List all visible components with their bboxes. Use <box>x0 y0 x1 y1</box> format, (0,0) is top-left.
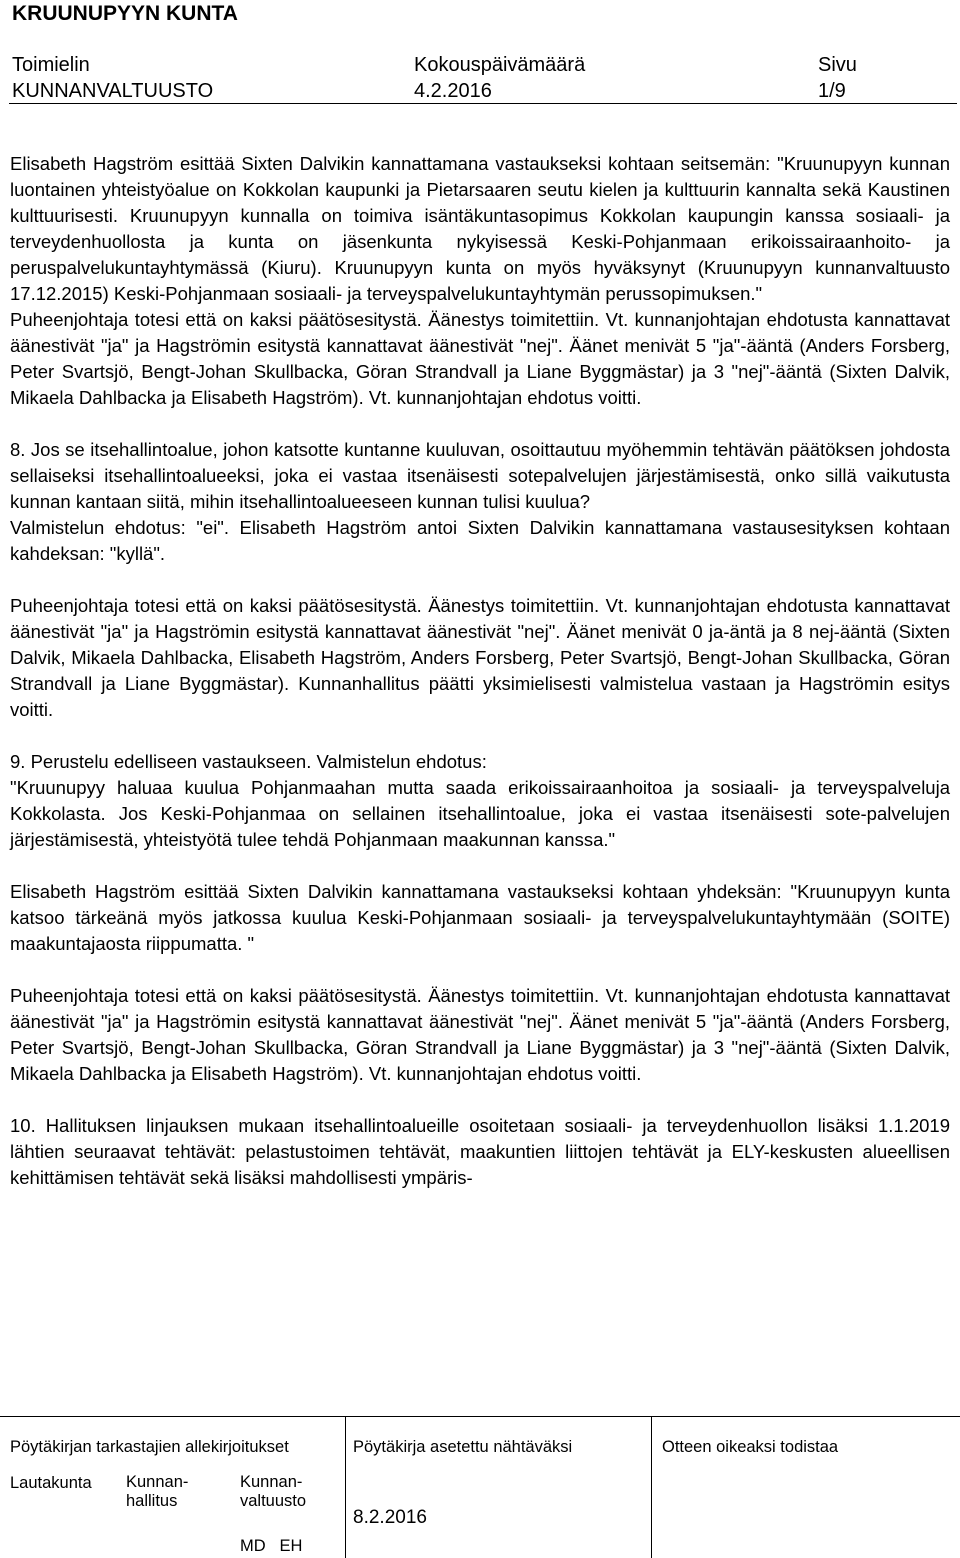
paragraph: Elisabeth Hagström esittää Sixten Dalvikin kannattamana vastaukseksi kohtaan yhdeksän: "Kruunupyyn kunta katsoo tärkeänä myös jatkossa kuulua Keski-Pohjanmaan sosiaali- ja terveyspalvelukuntayhtymään (SOITE) maakuntajaosta riippumatta. " <box>10 881 950 954</box>
signatures-label: Pöytäkirjan tarkastajien allekirjoitukset <box>10 1438 289 1456</box>
meeting-date-value: 4.2.2016 <box>414 80 492 102</box>
displayed-date: 8.2.2016 <box>353 1507 427 1528</box>
paragraph-gap <box>10 853 950 879</box>
municipal-council-label-line: Kunnan- <box>240 1473 303 1491</box>
organ-label: Toimielin <box>12 54 90 76</box>
organ-value: KUNNANVALTUUSTO <box>12 80 214 102</box>
organ-block <box>12 52 213 104</box>
municipal-government-label-line: Kunnan- <box>126 1473 189 1491</box>
paragraph: Puheenjohtaja totesi että on kaksi päätösesitystä. Äänestys toimitettiin. Vt. kunnanjohtajan ehdotusta kannattavat äänestivät "ja" ja Hagströmin esitystä kannattavat äänestivät "nej". Äänet menivät 5 "ja"-ääntä (Anders Forsberg, Peter Svartsjö, Bengt-Johan Skullbacka, Göran Strandvall ja Liane Byggmästar) ja 3 "nej"-ääntä (Sixten Dalvik, Mikaela Dahlbacka ja Elisabeth Hagström). Vt. kunnanjohtajan ehdotus voitti. <box>10 985 950 1084</box>
page-number-block <box>818 52 857 104</box>
municipal-government-label <box>126 1473 188 1511</box>
municipal-council-label-line: valtuusto <box>240 1492 307 1510</box>
paragraph-gap <box>10 567 950 593</box>
initials-eh: EH <box>279 1537 303 1555</box>
footer-column-divider <box>345 1416 346 1558</box>
paragraph-gap <box>10 723 950 749</box>
municipal-council-label <box>240 1473 306 1511</box>
page-label: Sivu <box>818 54 857 76</box>
paragraph: 10. Hallituksen linjauksen mukaan itsehallintoalueille osoitetaan sosiaali- ja terveydenhuollon lisäksi 1.1.2019 lähtien seuraavat tehtävät: pelastustoimen tehtävät, maakuntien liittojen tehtävät ja ELY-keskusten alueellisen kehittämisen tehtävät sekä lisäksi mahdollisesti ympäris- <box>10 1115 950 1188</box>
paragraph: Puheenjohtaja totesi että on kaksi päätösesitystä. Äänestys toimitettiin. Vt. kunnanjohtajan ehdotusta kannattavat äänestivät "ja" ja Hagströmin esitystä kannattavat äänestivät "nej". Äänet menivät 0 ja-äntä ja 8 nej-ääntä (Sixten Dalvik, Mikaela Dahlbacka, Elisabeth Hagström, Anders Forsberg, Peter Svartsjö, Bengt-Johan Skullbacka, Göran Strandvall ja Liane Byggmästar). Kunnanhallitus päätti yksimielisesti valmistelua vastaan ja Hagströmin esitys voitti. <box>10 595 950 720</box>
paragraph: 8. Jos se itsehallintoalue, johon katsotte kuntanne kuuluvan, osoittautuu myöhemmin tehtävän päätöksen johdosta sellaiseksi itsehallintoalueeksi, joka ei vastaa itsenäisesti sotepalvelujen järjestämisestä, onko sillä vaikutusta kunnan kantaan siitä, mihin itsehallintoalueeseen kunnan tulisi kuulua? <box>10 439 950 512</box>
footer-column-divider <box>651 1416 652 1558</box>
displayed-label: Pöytäkirja asetettu nähtäväksi <box>353 1438 573 1456</box>
meeting-date-block <box>414 52 585 104</box>
paragraph-gap <box>10 957 950 983</box>
meeting-date-label: Kokouspäivämäärä <box>414 54 586 76</box>
initials-md: MD <box>240 1537 266 1555</box>
page-value: 1/9 <box>818 80 846 102</box>
organization-name: KRUUNUPYYN KUNTA <box>12 2 238 25</box>
signature-initials <box>240 1536 302 1556</box>
paragraph: Elisabeth Hagström esittää Sixten Dalvikin kannattamana vastaukseksi kohtaan seitsemän: "Kruunupyyn kunnan luontainen yhteistyöalue on Kokkolan kaupunki ja Pietarsaaren seutu kielen ja kulttuurin kannalta sekä Kaustinen kulttuurisesti. Kruunupyyn kunnalla on toimiva isäntäkuntasopimus Kokkolan kaupungin kanssa sosiaali- ja terveydenhuollosta ja kunta on jäsenkunta nykyisessä Keski-Pohjanmaan erikoissairaanhoito- ja peruspalvelukuntayhtymässä (Kiuru). Kruunupyyn kunta on myös hyväksynyt (Kruunupyyn kunnanvaltuusto 17.12.2015) Keski-Pohjanmaan sosiaali- ja terveyspalvelukuntayhtymän perussopimuksen." <box>10 153 950 304</box>
paragraph: "Kruunupyy haluaa kuulua Pohjanmaahan mutta saada erikoissairaanhoitoa ja sosiaali- ja terveyspalveluja Kokkolasta. Jos Keski-Pohjanmaa on sellainen itsehallintoalue, joka ei vastaa itsenäisesti sote-palvelujen järjestämisestä, yhteistyötä tulee tehdä Pohjanmaan maakunnan kanssa." <box>10 777 950 850</box>
certified-label: Otteen oikeaksi todistaa <box>662 1438 839 1456</box>
board-label: Lautakunta <box>10 1474 92 1492</box>
municipal-government-label-line: hallitus <box>126 1492 178 1510</box>
paragraph: Valmistelun ehdotus: "ei". Elisabeth Hagström antoi Sixten Dalvikin kannattamana vastausesityksen kohtaan kahdeksan: "kyllä". <box>10 517 950 564</box>
footer-divider <box>0 1416 960 1417</box>
header-divider <box>9 103 957 104</box>
paragraph-gap <box>10 411 950 437</box>
paragraph-gap <box>10 1087 950 1113</box>
paragraph: Puheenjohtaja totesi että on kaksi päätösesitystä. Äänestys toimitettiin. Vt. kunnanjohtajan ehdotusta kannattavat äänestivät "ja" ja Hagströmin esitystä kannattavat äänestivät "nej". Äänet menivät 5 "ja"-ääntä (Anders Forsberg, Peter Svartsjö, Bengt-Johan Skullbacka, Göran Strandvall ja Liane Byggmästar) ja 3 "nej"-ääntä (Sixten Dalvik, Mikaela Dahlbacka ja Elisabeth Hagström). Vt. kunnanjohtajan ehdotus voitti. <box>10 309 950 408</box>
document-body <box>10 151 950 1191</box>
paragraph: 9. Perustelu edelliseen vastaukseen. Valmistelun ehdotus: <box>10 751 487 772</box>
